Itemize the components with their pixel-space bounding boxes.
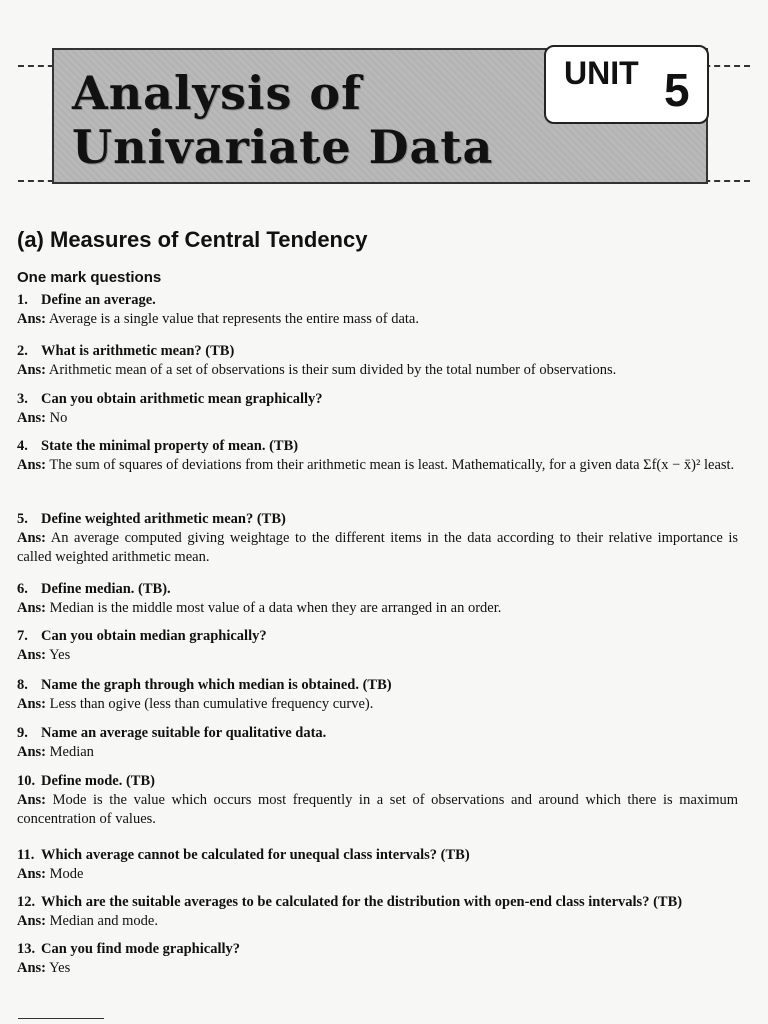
- unit-number: 5: [664, 64, 690, 116]
- answer: Ans: Less than ogive (less than cumulative frequency curve).: [17, 696, 374, 712]
- question: 11. Which average cannot be calculated for unequal class intervals? (TB): [17, 847, 470, 863]
- answer: Ans: No: [17, 410, 68, 426]
- question: 8. Name the graph through which median is obtained. (TB): [17, 677, 392, 693]
- question: 4. State the minimal property of mean. (TB): [17, 438, 299, 454]
- qa-item-13: [17, 940, 738, 978]
- unit-label: UNIT: [564, 55, 639, 91]
- question: 3. Can you obtain arithmetic mean graphically?: [17, 391, 323, 407]
- question: 1. Define an average.: [17, 292, 156, 308]
- question: 9. Name an average suitable for qualitative data.: [17, 725, 327, 741]
- qa-item-11: [17, 846, 738, 884]
- qa-item-7: [17, 627, 738, 665]
- chapter-title: [72, 66, 493, 174]
- answer: Ans: An average computed giving weightage to the different items in the data according to their relative importance is called weighted arithmetic mean.: [17, 530, 738, 565]
- question: 2. What is arithmetic mean? (TB): [17, 343, 235, 359]
- question: 13. Can you find mode graphically?: [17, 941, 240, 957]
- unit-badge: [544, 45, 709, 124]
- section-title: (a) Measures of Central Tendency: [17, 227, 368, 252]
- question: 10. Define mode. (TB): [17, 773, 155, 789]
- qa-item-4: [17, 437, 738, 475]
- answer: Ans: Yes: [17, 960, 71, 976]
- question: 6. Define median. (TB).: [17, 581, 171, 597]
- answer: Ans: Average is a single value that represents the entire mass of data.: [17, 311, 419, 327]
- answer: Ans: Yes: [17, 647, 71, 663]
- chapter-title-line2: Univariate Data: [72, 120, 494, 174]
- qa-item-10: [17, 772, 738, 829]
- question: 5. Define weighted arithmetic mean? (TB): [17, 511, 286, 527]
- answer: Ans: Median is the middle most value of a data when they are arranged in an order.: [17, 600, 502, 616]
- qa-item-12: [17, 893, 738, 931]
- question: 7. Can you obtain median graphically?: [17, 628, 267, 644]
- qa-item-3: [17, 390, 738, 428]
- question: 12. Which are the suitable averages to be calculated for the distribution with open-end class intervals? (TB): [17, 894, 683, 910]
- qa-item-1: [17, 291, 738, 329]
- qa-item-2: [17, 342, 738, 380]
- answer: Ans: Mode: [17, 866, 84, 882]
- qa-item-6: [17, 580, 738, 618]
- answer: Ans: Median: [17, 744, 94, 760]
- qa-item-8: [17, 676, 738, 714]
- answer: Ans: Arithmetic mean of a set of observations is their sum divided by the total number of observations.: [17, 362, 617, 378]
- footer-rule: [18, 1018, 104, 1019]
- qa-item-5: [17, 510, 738, 567]
- subheading: One mark questions: [17, 269, 162, 286]
- answer: Ans: Mode is the value which occurs most frequently in a set of observations and around which there is maximum concentration of values.: [17, 792, 739, 827]
- answer: Ans: Median and mode.: [17, 913, 158, 929]
- chapter-title-line1: Analysis of: [72, 66, 362, 120]
- answer: Ans: The sum of squares of deviations from their arithmetic mean is least. Mathematically, for a given data Σf(x − x̄)² least.: [17, 457, 735, 473]
- qa-item-9: [17, 724, 738, 762]
